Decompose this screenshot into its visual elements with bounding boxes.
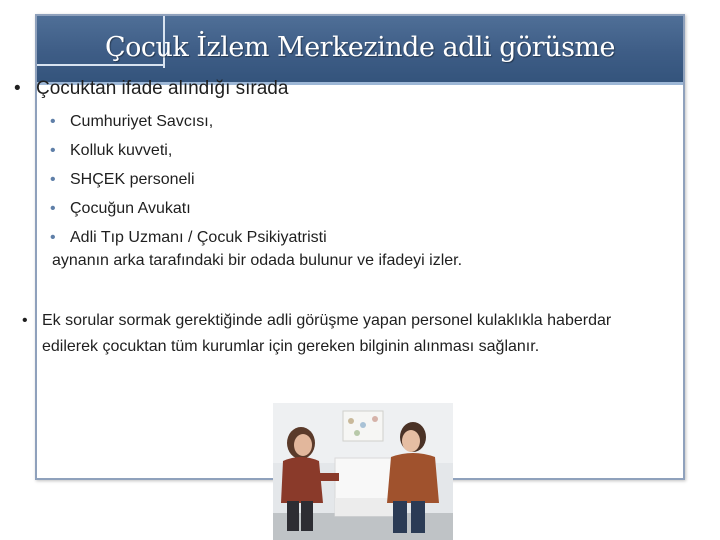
- bullet-intro: [14, 78, 288, 100]
- title-decor-line: [37, 64, 165, 66]
- list-item-text: Kolluk kuvveti,: [70, 142, 173, 159]
- bullet-intro-text: Çocuktan ifade alındığı sırada: [36, 78, 289, 99]
- bullet-followup-text: Ek sorular sormak gerektiğinde adli görüşme yapan personel kulaklıkla haberdar edilerek çocuktan tüm kurumlar için gereken bilginin alınması sağlanır.: [42, 312, 612, 355]
- list-item-text: SHÇEK personeli: [70, 171, 195, 188]
- list-tail-text: aynanın arka tarafındaki bir odada bulunur ve ifadeyi izler.: [52, 252, 463, 269]
- list-item: [50, 223, 327, 252]
- list-item: [50, 107, 327, 136]
- slide-title: Çocuk İzlem Merkezinde adli görüsme: [104, 32, 616, 63]
- list-item-text: Adli Tıp Uzmanı / Çocuk Psikiyatristi: [70, 229, 327, 246]
- list-item: [50, 165, 327, 194]
- bullet-marker: •: [22, 312, 28, 329]
- list-item-text: Çocuğun Avukatı: [70, 200, 191, 217]
- list-item: [50, 136, 327, 165]
- list-item: [50, 194, 327, 223]
- bullet-marker: •: [50, 229, 56, 246]
- interview-room-illustration: [273, 403, 453, 540]
- attendee-list: [50, 107, 327, 252]
- bullet-marker: •: [50, 171, 56, 188]
- interview-room-photo: [273, 403, 453, 540]
- title-bar: [37, 16, 683, 85]
- bullet-marker: •: [50, 113, 56, 130]
- bullet-marker: •: [50, 142, 56, 159]
- bullet-marker: •: [50, 200, 56, 217]
- list-item-text: Cumhuriyet Savcısı,: [70, 113, 214, 130]
- bullet-marker: •: [14, 78, 21, 99]
